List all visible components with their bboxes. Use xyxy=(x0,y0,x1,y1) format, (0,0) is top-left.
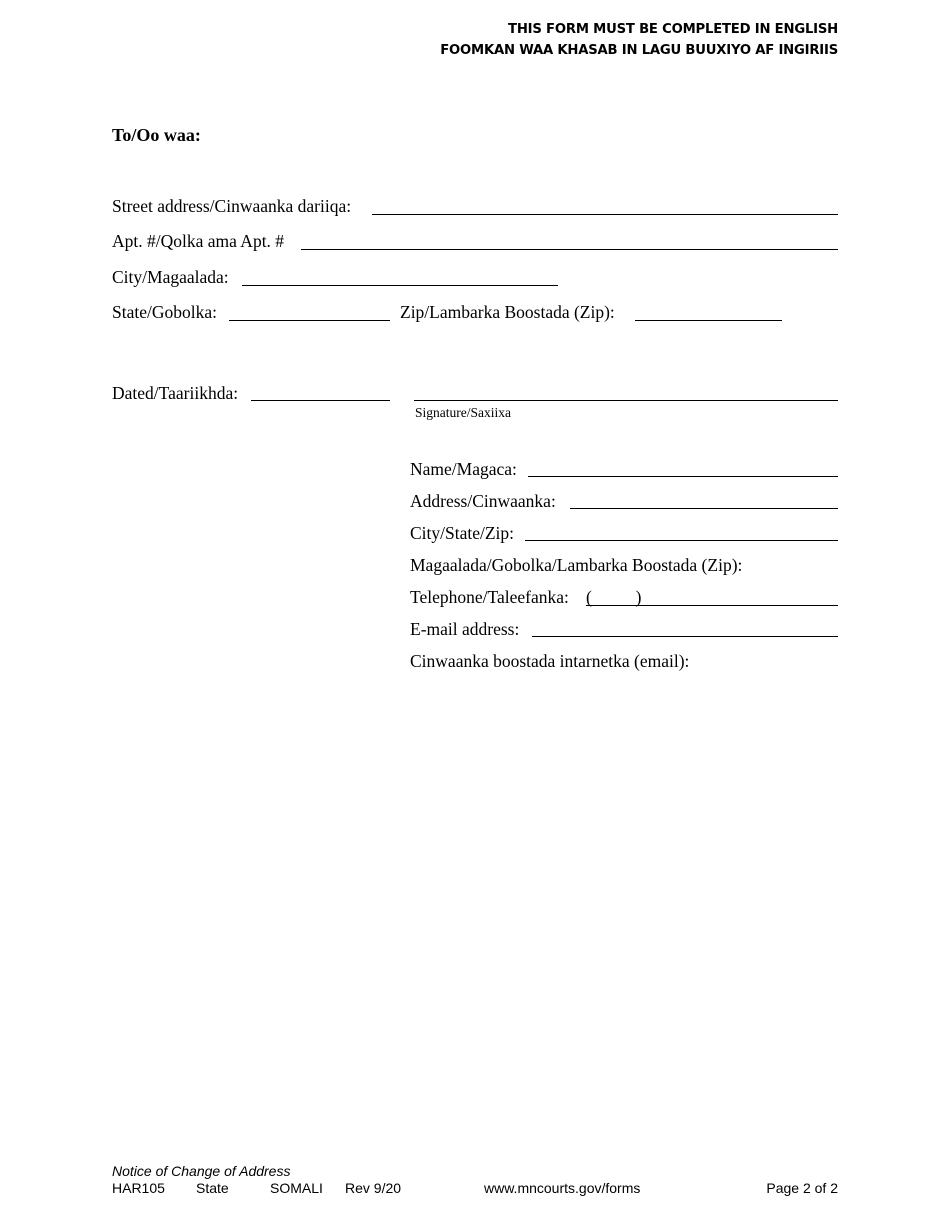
city-field[interactable] xyxy=(242,267,562,289)
email-field[interactable] xyxy=(532,618,842,640)
street-address-field[interactable] xyxy=(372,196,842,218)
telephone-field[interactable] xyxy=(586,587,842,609)
recipient-heading: To/Oo waa: xyxy=(112,125,201,145)
name-label: Name/Magaca: xyxy=(410,459,517,479)
footer-language: SOMALI xyxy=(270,1180,323,1196)
zip-label: Zip/Lambarka Boostada (Zip): xyxy=(400,302,615,322)
city-label: City/Magaalada: xyxy=(112,267,229,287)
zip-field[interactable] xyxy=(635,302,786,324)
signature-caption: Signature/Saxiixa xyxy=(415,405,511,420)
footer-revision: Rev 9/20 xyxy=(345,1180,402,1196)
telephone-label: Telephone/Taleefanka: xyxy=(410,587,569,607)
state-label: State/Gobolka: xyxy=(112,302,217,322)
name-field[interactable] xyxy=(528,458,842,480)
city-state-zip-field[interactable] xyxy=(525,522,842,544)
footer-form-title: Notice of Change of Address xyxy=(112,1163,291,1179)
dated-field[interactable] xyxy=(251,382,394,404)
city-state-zip-label: City/State/Zip: xyxy=(410,523,515,543)
footer-website-link[interactable]: www.mncourts.gov/forms xyxy=(484,1180,641,1196)
footer-form-code: HAR105 xyxy=(112,1180,165,1196)
email-label: E-mail address: xyxy=(410,619,520,639)
street-address-label: Street address/Cinwaanka dariiqa: xyxy=(112,196,352,216)
city-state-zip-somali-label: Magaalada/Gobolka/Lambarka Boostada (Zip): xyxy=(410,555,743,575)
footer-jurisdiction: State xyxy=(196,1180,229,1196)
email-somali-label: Cinwaanka boostada intarnetka (email): xyxy=(410,651,690,671)
signature-line[interactable] xyxy=(414,400,838,401)
apt-field[interactable] xyxy=(301,231,842,253)
english-requirement-notice: THIS FORM MUST BE COMPLETED IN ENGLISH xyxy=(508,22,838,37)
dated-label: Dated/Taariikhda: xyxy=(112,383,239,403)
address-field[interactable] xyxy=(570,490,842,512)
address-label: Address/Cinwaanka: xyxy=(410,491,556,511)
somali-requirement-notice: FOOMKAN WAA KHASAB IN LAGU BUUXIYO AF INGIRIIS xyxy=(440,43,838,58)
state-field[interactable] xyxy=(229,302,394,324)
area-code-parens: ( ) xyxy=(586,587,642,607)
footer-page-number: Page 2 of 2 xyxy=(766,1180,838,1196)
apt-label: Apt. #/Qolka ama Apt. # xyxy=(112,231,285,251)
